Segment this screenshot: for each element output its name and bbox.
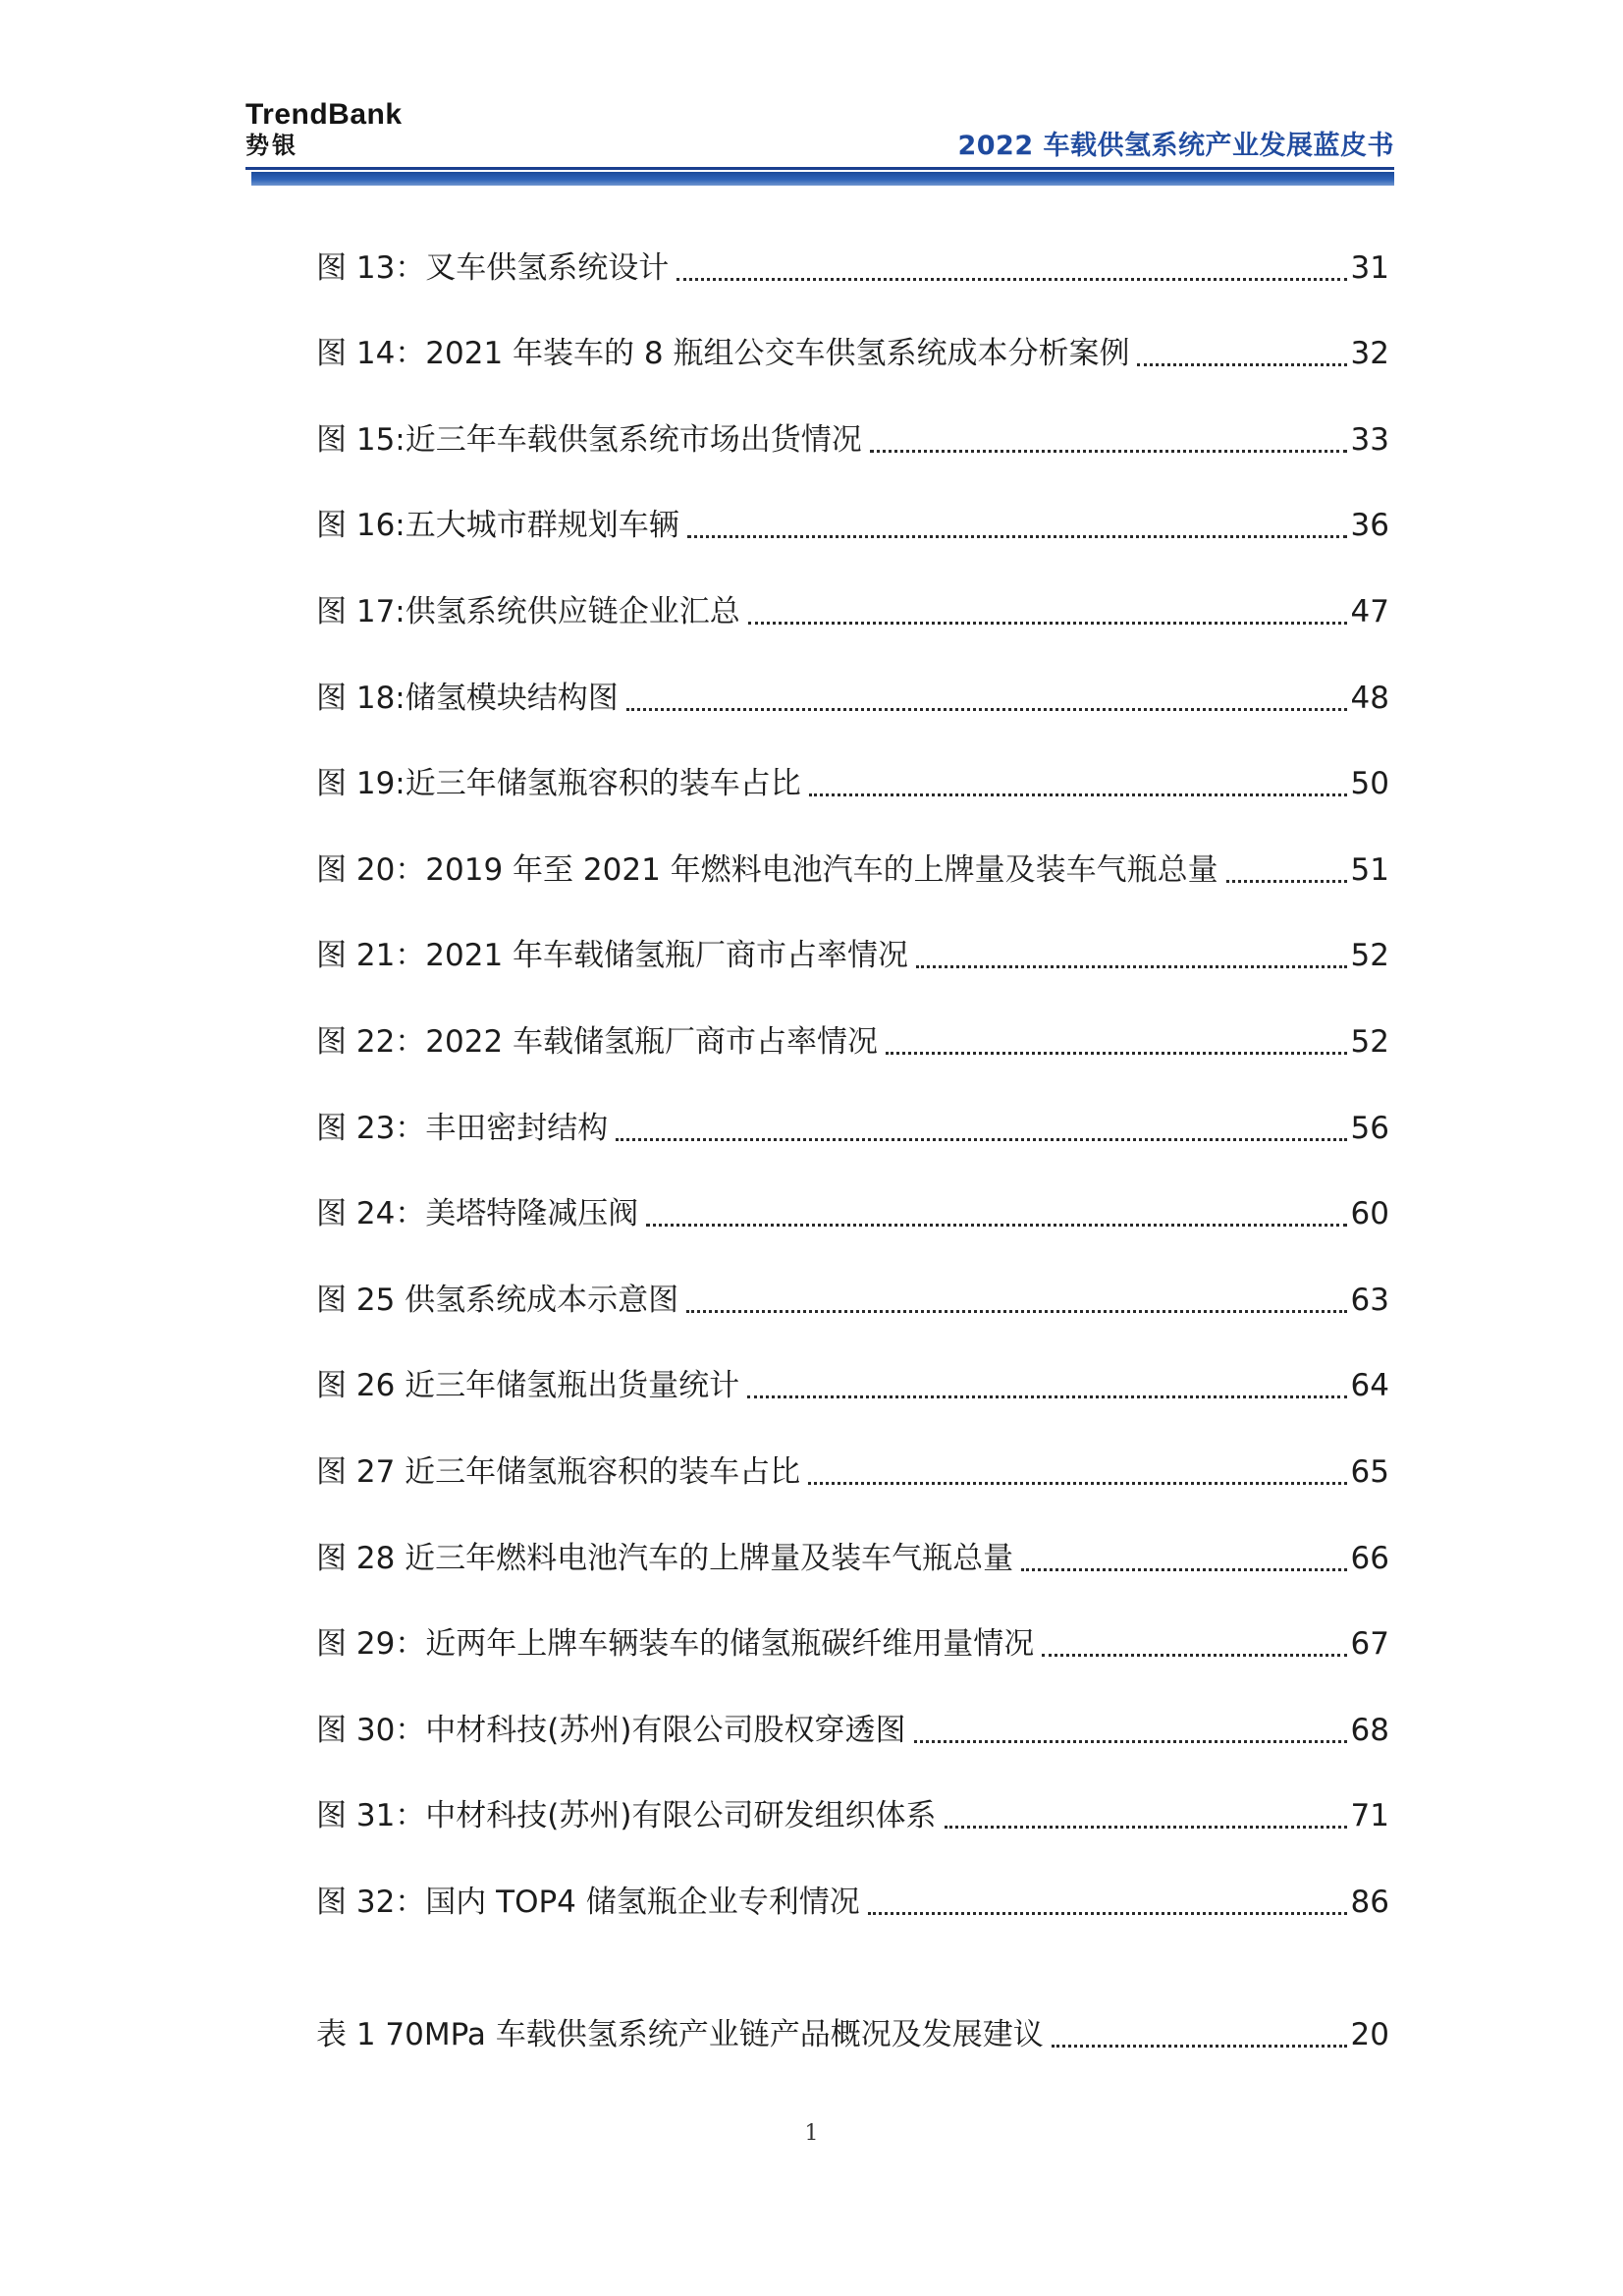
toc-entry-figure-17[interactable] [316,555,1389,641]
trendbank-logo [245,98,403,159]
page-header [245,98,1394,191]
toc-entry-page: 33 [1350,421,1389,458]
toc-entry-label: 图 27 近三年储氢瓶容积的装车占比 [316,1453,801,1490]
toc-entry-label: 图 13：叉车供氢系统设计 [316,249,670,286]
toc-entry-label: 图 17:供氢系统供应链企业汇总 [316,593,740,629]
dot-leader [676,278,1346,281]
dot-leader [1021,1568,1346,1571]
toc-entry-page: 64 [1350,1368,1389,1404]
toc-entry-page: 66 [1350,1540,1389,1576]
toc-entry-figure-19[interactable] [316,728,1389,814]
dot-leader [868,1912,1347,1915]
dot-leader [914,1740,1347,1743]
toc-entry-page: 48 [1350,680,1389,716]
table-list [316,1978,1389,2064]
toc-entry-label: 图 16:五大城市群规划车辆 [316,508,679,544]
dot-leader [945,1826,1347,1829]
toc-entry-label: 图 32：国内 TOP4 储氢瓶企业专利情况 [316,1884,860,1920]
dot-leader [646,1224,1346,1227]
toc-entry-page: 56 [1350,1110,1389,1146]
toc-entry-label: 图 22：2022 车载储氢瓶厂商市占率情况 [316,1023,879,1060]
toc-entry-page: 52 [1350,1023,1389,1060]
toc-entry-page: 86 [1350,1884,1389,1920]
dot-leader [616,1138,1346,1141]
toc-entry-label: 图 29：近两年上牌车辆装车的储氢瓶碳纤维用量情况 [316,1626,1035,1663]
dot-leader [1137,363,1346,366]
toc-entry-figure-23[interactable] [316,1071,1389,1158]
toc-entry-figure-18[interactable] [316,641,1389,728]
toc-entry-figure-14[interactable] [316,298,1389,384]
figure-list [316,211,1389,1932]
toc-entry-page: 51 [1350,851,1389,888]
toc-entry-figure-29[interactable] [316,1588,1389,1674]
dot-leader [808,1482,1346,1485]
dot-leader [626,708,1347,711]
toc-entry-label: 图 28 近三年燃料电池汽车的上牌量及装车气瓶总量 [316,1540,1014,1576]
dot-leader [748,622,1347,625]
dot-leader [916,965,1347,968]
toc-entry-figure-26[interactable] [316,1330,1389,1416]
toc-entry-label: 图 20：2019 年至 2021 年燃料电池汽车的上牌量及装车气瓶总量 [316,851,1218,888]
toc-entry-page: 47 [1350,593,1389,629]
logo-english-text: TrendBank [245,98,403,131]
dot-leader [1042,1654,1346,1657]
toc-entry-figure-31[interactable] [316,1760,1389,1846]
toc-entry-label: 图 21：2021 年车载储氢瓶厂商市占率情况 [316,938,909,974]
toc-entry-label: 图 25 供氢系统成本示意图 [316,1282,679,1318]
toc-entry-page: 52 [1350,938,1389,974]
toc-entry-figure-16[interactable] [316,469,1389,556]
toc-entry-figure-15[interactable] [316,383,1389,469]
toc-entry-page: 71 [1350,1798,1389,1834]
dot-leader [1226,880,1347,883]
toc-entry-page: 50 [1350,766,1389,802]
toc-entry-figure-24[interactable] [316,1158,1389,1244]
toc-entry-page: 60 [1350,1196,1389,1232]
toc-entry-label: 图 18:储氢模块结构图 [316,680,619,716]
dot-leader [870,450,1347,453]
toc-entry-label: 图 23：丰田密封结构 [316,1110,609,1146]
toc-entry-page: 36 [1350,508,1389,544]
toc-entry-figure-20[interactable] [316,813,1389,900]
toc-entry-label: 图 31：中材科技(苏州)有限公司研发组织体系 [316,1798,937,1834]
toc-entry-label: 图 30：中材科技(苏州)有限公司股权穿透图 [316,1712,906,1748]
toc-entry-figure-22[interactable] [316,985,1389,1071]
dot-leader [809,793,1347,796]
header-divider-bar [251,172,1394,186]
toc-entry-figure-13[interactable] [316,211,1389,298]
logo-chinese-text: 势银 [245,132,298,159]
header-divider-thin [245,167,1394,170]
toc-entry-page: 20 [1350,2016,1389,2052]
toc-entry-figure-21[interactable] [316,900,1389,986]
toc-entry-label: 图 19:近三年储氢瓶容积的装车占比 [316,766,801,802]
dot-leader [687,535,1347,538]
toc-entry-figure-30[interactable] [316,1673,1389,1760]
toc-entry-figure-25[interactable] [316,1243,1389,1330]
report-title: 2022 车载供氢系统产业发展蓝皮书 [957,131,1394,161]
toc-entry-figure-32[interactable] [316,1845,1389,1932]
toc-entry-page: 63 [1350,1282,1389,1318]
toc-entry-page: 67 [1350,1626,1389,1663]
toc-entry-page: 68 [1350,1712,1389,1748]
toc-entry-figure-28[interactable] [316,1502,1389,1588]
dot-leader [1052,2045,1347,2048]
dot-leader [886,1052,1347,1055]
toc-entry-page: 65 [1350,1453,1389,1490]
toc-entry-label: 图 26 近三年储氢瓶出货量统计 [316,1368,740,1404]
toc-entry-page: 31 [1350,249,1389,286]
toc-entry-label: 图 24：美塔特隆减压阀 [316,1196,639,1232]
toc-entry-label: 图 14：2021 年装车的 8 瓶组公交车供氢系统成本分析案例 [316,336,1130,372]
toc-entry-table-1[interactable] [316,1978,1389,2064]
toc-entry-figure-27[interactable] [316,1415,1389,1502]
toc-entry-label: 表 1 70MPa 车载供氢系统产业链产品概况及发展建议 [316,2016,1044,2052]
page-number: 1 [804,2121,819,2146]
dot-leader [686,1310,1346,1313]
toc-entry-page: 32 [1350,336,1389,372]
dot-leader [747,1395,1346,1398]
toc-entry-label: 图 15:近三年车载供氢系统市场出货情况 [316,421,862,458]
